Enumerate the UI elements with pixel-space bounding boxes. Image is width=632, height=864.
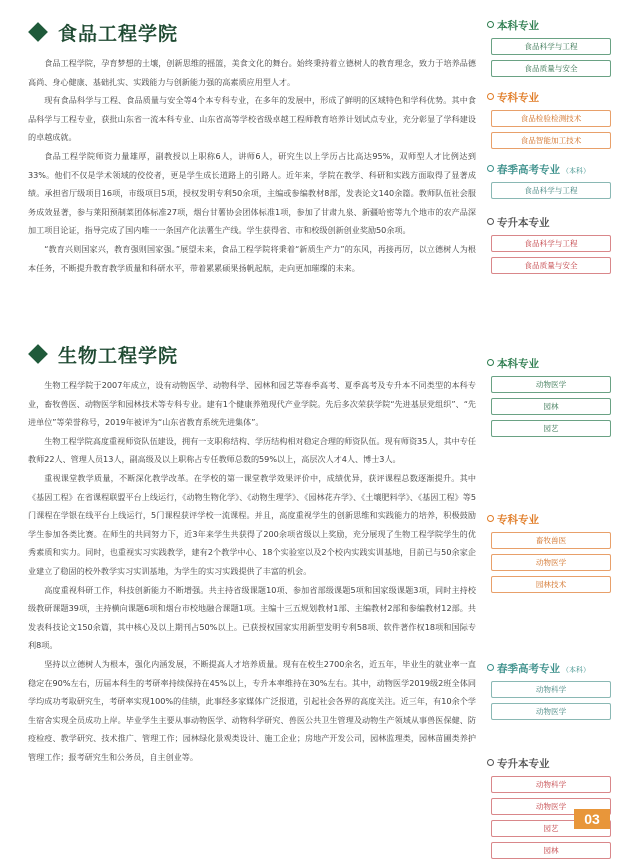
major-group: [487, 18, 613, 77]
major-chip: 食品科学与工程: [491, 38, 611, 55]
category-text: 本科专业: [497, 20, 539, 32]
major-chip: 园林技术: [491, 576, 611, 593]
bio-majors-column: [487, 356, 613, 864]
bio-section-title: 生物工程学院: [58, 344, 179, 367]
major-chip: 食品科学与工程: [491, 182, 611, 199]
bio-paragraphs: [28, 376, 476, 766]
major-category-label: [487, 162, 613, 177]
major-group: [487, 162, 613, 199]
diamond-icon: [28, 22, 48, 42]
major-chip: 食品科学与工程: [491, 235, 611, 252]
food-majors-column: [487, 18, 613, 279]
major-chip: 食品质量与安全: [491, 257, 611, 274]
bio-section-header: [28, 340, 476, 368]
major-chip: 园林: [491, 842, 611, 859]
major-chip: 食品质量与安全: [491, 60, 611, 77]
category-text: 春季高考专业: [497, 164, 560, 176]
circle-bullet-icon: [487, 165, 494, 172]
circle-bullet-icon: [487, 93, 494, 100]
circle-bullet-icon: [487, 515, 494, 522]
category-text: 春季高考专业: [497, 663, 560, 675]
major-chip: 动物医学: [491, 376, 611, 393]
major-chip: 畜牧兽医: [491, 532, 611, 549]
bio-paragraph: 重视课堂教学质量，不断深化教学改革。在学校的第一课堂教学效果评价中，成绩优异，获评课程总数逐渐提升。其中《基因工程》在省课程联盟平台上线运行，《动物生物化学》、《动物生理学》、《园林花卉学》、《土壤肥料学》、《基因工程》等5门课程在学银在线平台上线运行，5门课程获评学校一流课程。并且，高度重视学生的创新思维和实践能力的培养，积极鼓励学生参加各类比赛。在师生的共同努力下，近3年来学生共获得了200余项省级以上奖励，充分展现了生物工程学院学生的优秀素质和实力。同时，也重视实习实践教学，建有2个教学中心、18个实验室以及2个校内实践实训基地，目前已与50余家企业建立了稳固的校外教学实习实训基地，为学生的实习实践提供了丰富的机会。: [28, 472, 476, 576]
major-group: [487, 661, 613, 720]
bio-text-column: [28, 340, 476, 766]
major-category-label: [487, 756, 613, 771]
major-chip: 动物医学: [491, 798, 611, 815]
major-group: [487, 215, 613, 274]
circle-bullet-icon: [487, 759, 494, 766]
circle-bullet-icon: [487, 21, 494, 28]
major-group: [487, 356, 613, 437]
major-chip: 动物医学: [491, 703, 611, 720]
bio-paragraph: 坚持以立德树人为根本，强化内涵发展，不断提高人才培养质量。现有在校生2700余名，近五年，毕业生的就业率一直稳定在90%左右，历届本科生的考研率持续保持在45%以上，专升本率维持在30%左右。其中，动物医学2019级2班全体同学均成功考取研究生，考研率实现100%的佳绩，此事经多家媒体广泛报道，引起社会各界的高度关注。近三年，有10余个学生宿舍实现全员成功上岸。毕业学生主要从事动物医学、动物科学研究、兽医公共卫生管理及动物生产领域从事兽医保健、防疫检疫、教学研究、技术推广、管理工作；园林绿化景观类设计、施工企业；房地产开发公司，园林监理类，园林苗圃类养护管理工作；报考研究生和公务员，自主创业等。: [28, 658, 476, 762]
major-category-label: [487, 356, 613, 371]
bio-paragraph: 生物工程学院于2007年成立，设有动物医学、动物科学、园林和园艺等春季高考、夏季高考及专升本不同类型的本科专业，畜牧兽医、动物医学和园林技术等专科专业。建有1个健康养殖现代产业学院。先后多次荣获学院“先进基层党组织”、“先进单位”等荣誉称号，2019年被评为“山东省教育系统先进集体”。: [28, 380, 476, 428]
food-paragraph: “教育兴则国家兴，教育强则国家强。”展望未来，食品工程学院将秉着“新质生产力”的东风，再接再厉，以立德树人为根本任务，不断提升教育教学质量和科研水平，带着累累硕果扬帆起航，走向更加璀璨的未来。: [28, 243, 476, 273]
food-section-title: 食品工程学院: [58, 22, 179, 45]
major-chip: 园艺: [491, 820, 611, 837]
category-text: 专升本专业: [497, 217, 550, 229]
major-group: [487, 512, 613, 593]
food-section-header: [28, 18, 476, 46]
bio-paragraph: 生物工程学院高度重视师资队伍建设，拥有一支职称结构、学历结构相对稳定合理的师资队伍。现有师资35人，其中专任教师22人、管理人员13人，副高级及以上职称占专任教师总数的59%以上，高层次人才4人、博士3人。: [28, 435, 476, 465]
major-chip: 动物科学: [491, 681, 611, 698]
major-chip: 动物医学: [491, 554, 611, 571]
category-text: 专科专业: [497, 514, 539, 526]
circle-bullet-icon: [487, 218, 494, 225]
category-subtext: （本科）: [562, 167, 590, 175]
major-chip: 食品智能加工技术: [491, 132, 611, 149]
page-number: 03: [574, 809, 610, 829]
major-category-label: [487, 661, 613, 676]
major-chip: 园林: [491, 398, 611, 415]
food-paragraph: 食品工程学院，孕育梦想的土壤，创新思维的摇篮，美食文化的舞台。始终秉持着立德树人的教育理念，致力于培养品德高尚、身心健康、基础扎实、实践能力与创新能力强的高素质应用型人才。: [28, 58, 476, 87]
category-text: 本科专业: [497, 358, 539, 370]
major-group: [487, 90, 613, 149]
major-category-label: [487, 215, 613, 230]
category-subtext: （本科）: [562, 666, 590, 674]
circle-bullet-icon: [487, 359, 494, 366]
major-chip: 食品检验检测技术: [491, 110, 611, 127]
food-paragraph: 现有食品科学与工程、食品质量与安全等4个本专科专业，在多年的发展中，形成了鲜明的区域特色和学科优势。其中食品科学与工程专业，获批山东省一流本科专业、山东省高等学校省级卓越工程师教育培养计划试点专业，充分彰显了学科建设的卓越成就。: [28, 95, 476, 143]
major-category-label: [487, 18, 613, 33]
major-category-label: [487, 512, 613, 527]
food-paragraphs: [28, 54, 476, 277]
major-chip: 动物科学: [491, 776, 611, 793]
bio-paragraph: 高度重视科研工作，科技创新能力不断增强。共主持省级课题10项、参加省部级课题5项和国家级课题3项，同时主持校级教研课题39项，主持横向课题6项和烟台市校地融合课题1项。主编十三五规划教材1部、主编教材2部和参编教材12部。共发表科技论文150余篇，其中核心及以上期刊占50%以上。已获授权国家实用新型发明专利58项、软件著作权18项和国际专利8项。: [28, 584, 476, 651]
major-chip: 园艺: [491, 420, 611, 437]
diamond-icon: [28, 344, 48, 364]
major-category-label: [487, 90, 613, 105]
food-text-column: [28, 18, 476, 277]
category-text: 专升本专业: [497, 758, 550, 770]
food-paragraph: 食品工程学院师资力量雄厚，副教授以上职称6人，讲师6人，研究生以上学历占比高达95%，双师型人才比例达到33%。他们不仅是学术领域的佼佼者，更是学生成长道路上的引路人。近年来，学院在教学、科研和实践方面取得了显著成绩。承担省厅级项目16项，市级项目5项，授权发明专利50余项，主编或参编教材8部，发表论文140余篇。教师队伍社会服务成效显著，参与莱阳预制菜团体标准27项，烟台甘薯协会团体标准1项，参加了甘肃九泉、新疆哈密等九个地市的农产品深加工项目论证，指导完成了国内唯一一条国产化法薯生产线。学生获得省、市和校级创新创业奖励50余项。: [28, 150, 476, 236]
circle-bullet-icon: [487, 664, 494, 671]
major-group: [487, 756, 613, 859]
category-text: 专科专业: [497, 92, 539, 104]
